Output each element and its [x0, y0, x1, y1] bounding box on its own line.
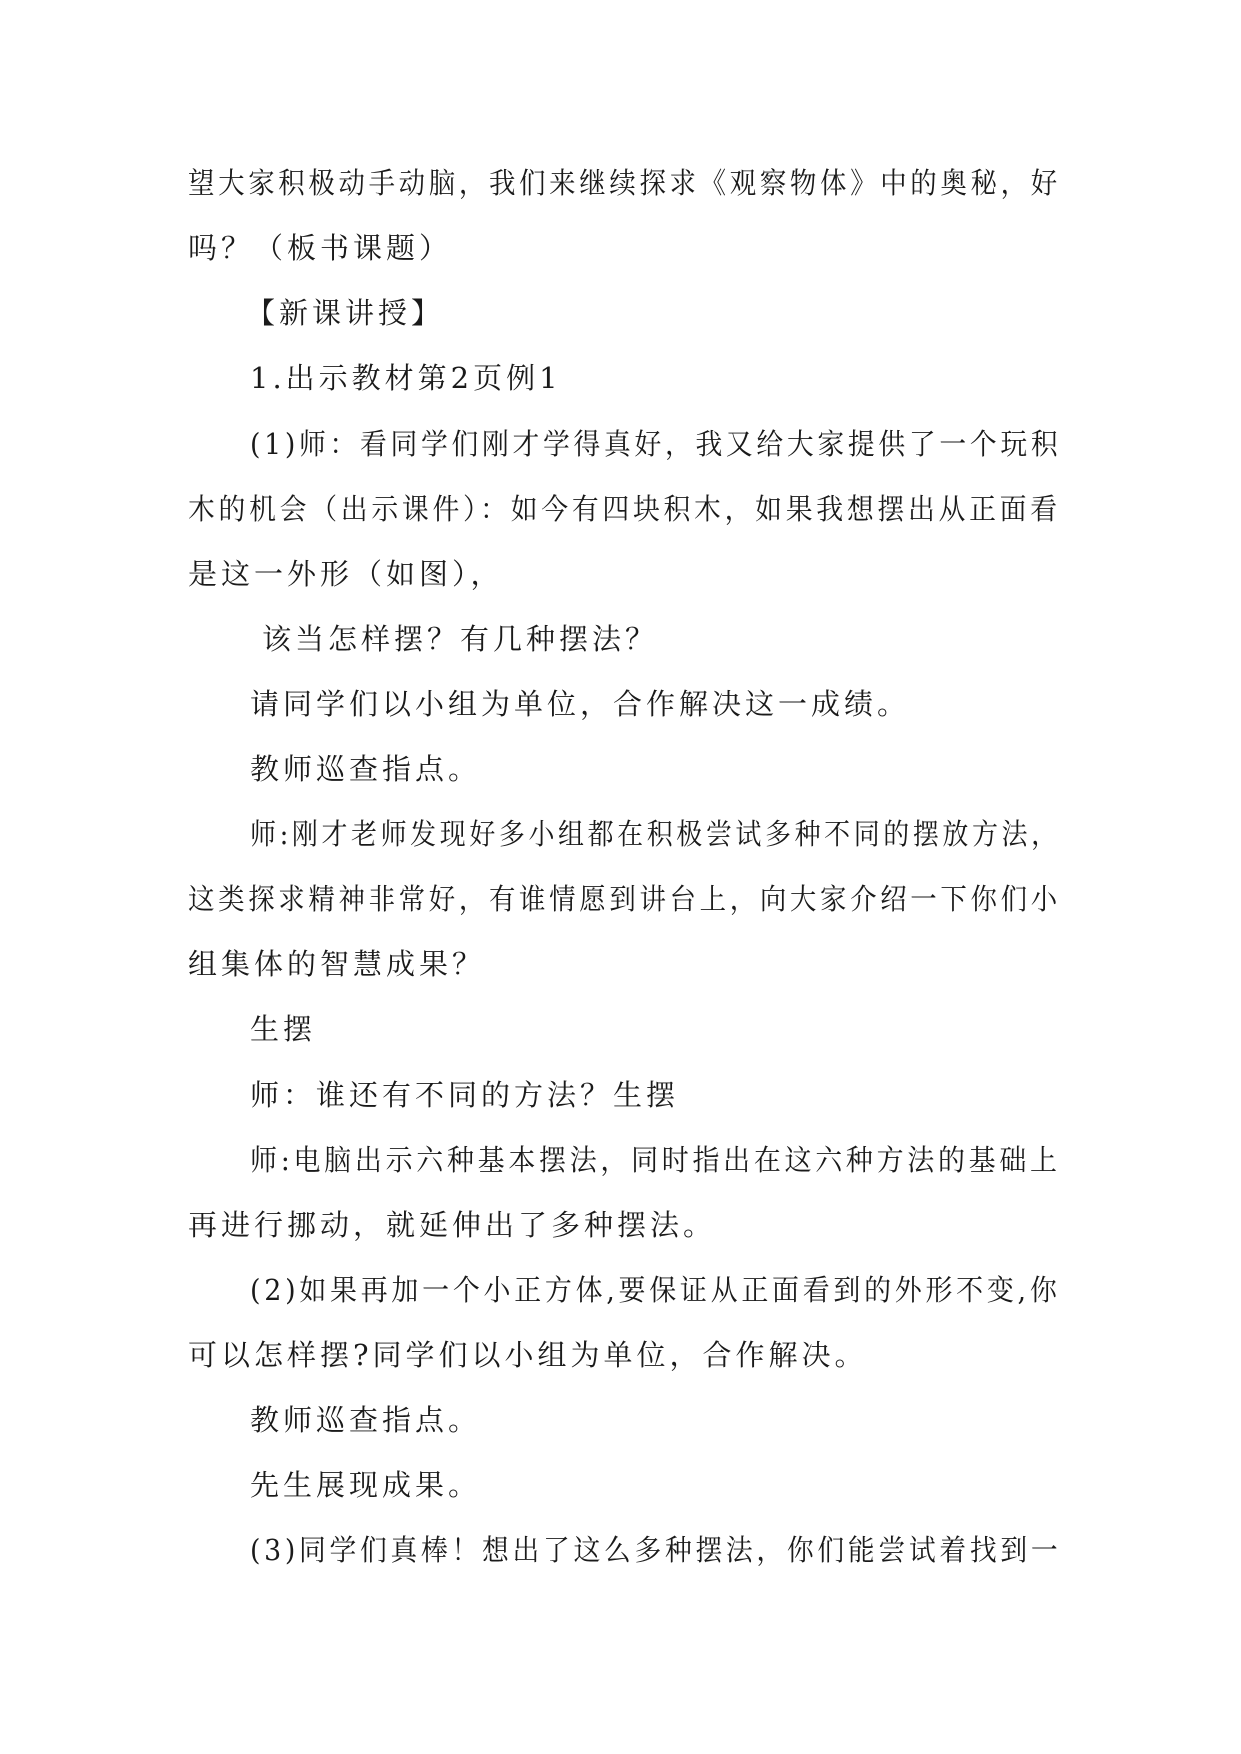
- text-line: 这类探求精神非常好，有谁情愿到讲台上，向大家介绍一下你们小: [188, 882, 1061, 916]
- text-line: (2)如果再加一个小正方体,要保证从正面看到的外形不变,你: [250, 1273, 1061, 1307]
- text-line: (3)同学们真棒！想出了这么多种摆法，你们能尝试着找到一: [250, 1533, 1062, 1567]
- text-line: 是这一外形（如图），: [188, 557, 504, 591]
- text-line: 望大家积极动手动脑，我们来继续探求《观察物体》中的奥秘，好: [188, 166, 1061, 200]
- text-line: 先生展现成果。: [250, 1468, 482, 1502]
- text-line: 木的机会（出示课件）：如今有四块积木，如果我想摆出从正面看: [188, 492, 1061, 526]
- text-line: 生摆: [250, 1012, 317, 1046]
- text-line: 再进行挪动，就延伸出了多种摆法。: [188, 1208, 717, 1242]
- text-line: 教师巡查指点。: [250, 752, 482, 786]
- text-line: 吗？（板书课题）: [188, 231, 453, 265]
- text-line: 可以怎样摆?同学们以小组为单位，合作解决。: [188, 1338, 868, 1372]
- text-line: 1.出示教材第2页例1: [250, 361, 562, 395]
- text-line: 组集体的智慧成果？: [188, 947, 486, 981]
- text-line: (1)师：看同学们刚才学得真好，我又给大家提供了一个玩积: [250, 427, 1062, 461]
- text-line: 师：谁还有不同的方法？生摆: [250, 1078, 680, 1112]
- text-line: 请同学们以小组为单位，合作解决这一成绩。: [250, 687, 911, 721]
- text-line: 师:电脑出示六种基本摆法，同时指出在这六种方法的基础上: [250, 1143, 1061, 1177]
- text-line: 该当怎样摆？有几种摆法？: [262, 622, 659, 656]
- text-line: 师:刚才老师发现好多小组都在积极尝试多种不同的摆放方法，: [250, 817, 1061, 851]
- section-heading: 【新课讲授】: [246, 296, 445, 330]
- text-line: 教师巡查指点。: [250, 1403, 482, 1437]
